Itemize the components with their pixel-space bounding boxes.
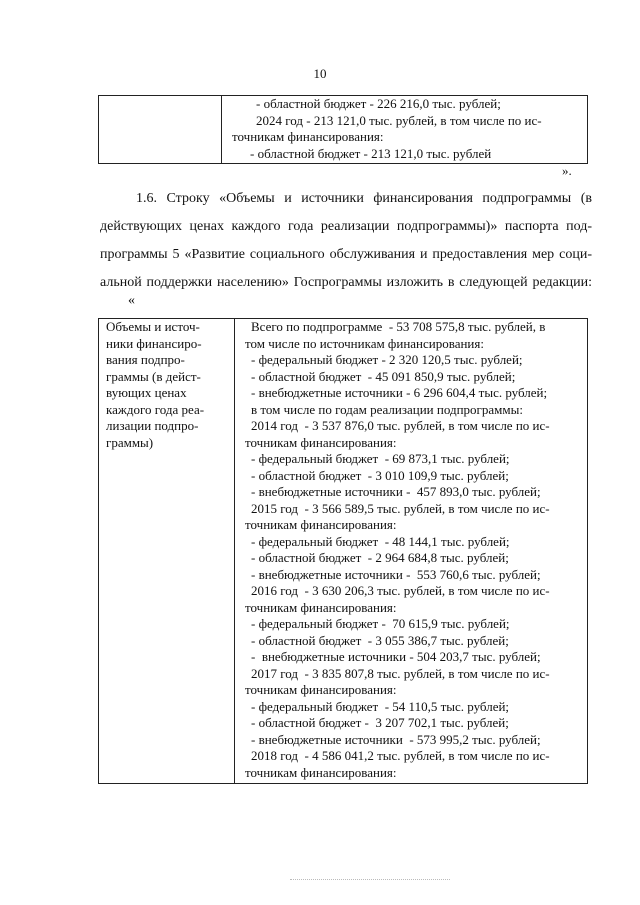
financing-label-cell xyxy=(99,319,235,784)
top-table-line: - областной бюджет - 226 216,0 тыс. рублей; xyxy=(256,96,501,111)
page-number: 10 xyxy=(313,66,327,81)
financing-label-line: граммы (в дейст- xyxy=(106,368,201,384)
financing-values-line: 2016 год - 3 630 206,3 тыс. рублей, в том числе по ис- xyxy=(251,583,550,598)
financing-values-line: - федеральный бюджет - 70 615,9 тыс. рублей; xyxy=(251,616,510,631)
paragraph-line: действующих ценах каждого года реализации подпрограммы)» паспорта под- xyxy=(100,219,592,234)
financing-values-lines xyxy=(235,319,587,781)
financing-values-line: 2018 год - 4 586 041,2 тыс. рублей, в том числе по ис- xyxy=(251,748,550,763)
financing-values-line: - федеральный бюджет - 69 873,1 тыс. рублей; xyxy=(251,451,510,466)
opening-quote: « xyxy=(128,293,135,308)
scan-artifact-line xyxy=(290,879,450,880)
financing-values-line: - внебюджетные источники - 504 203,7 тыс. рублей; xyxy=(251,649,541,664)
financing-values-line: точникам финансирования: xyxy=(245,764,397,780)
financing-label-line: вания подпро- xyxy=(106,352,185,367)
financing-values-line: - федеральный бюджет - 54 110,5 тыс. рублей; xyxy=(251,698,510,714)
top-table-right-cell xyxy=(222,96,588,164)
top-table xyxy=(98,95,588,164)
financing-values-line: - областной бюджет - 3 207 702,1 тыс. рублей; xyxy=(251,715,509,730)
amendment-paragraph xyxy=(100,185,592,297)
financing-values-line: точникам финансирования: xyxy=(245,682,397,697)
financing-values-line: 2015 год - 3 566 589,5 тыс. рублей, в том числе по ис- xyxy=(251,500,550,516)
financing-values-line: - внебюджетные источники - 6 296 604,4 тыс. рублей; xyxy=(251,385,548,400)
financing-values-cell xyxy=(235,319,588,784)
paragraph-line: программы 5 «Развитие социального обслуживания и предоставления мер соци- xyxy=(100,247,592,262)
paragraph-line: 1.6. Строку «Объемы и источники финансирования подпрограммы (в xyxy=(136,191,592,206)
financing-values-line: точникам финансирования: xyxy=(245,434,397,450)
top-table-line: - областной бюджет - 213 121,0 тыс. рублей xyxy=(250,145,492,161)
financing-values-line: - федеральный бюджет - 48 144,1 тыс. рублей; xyxy=(251,533,510,549)
paragraph-line: альной поддержки населению» Госпрограммы изложить в следующей редакции: xyxy=(100,275,592,290)
financing-values-line: в том числе по годам реализации подпрограммы: xyxy=(251,401,523,417)
financing-table xyxy=(98,318,588,784)
financing-values-line: - областной бюджет - 3 010 109,9 тыс. рублей; xyxy=(251,467,509,483)
financing-label-line: ники финансиро- xyxy=(106,335,202,351)
top-table-line: 2024 год - 213 121,0 тыс. рублей, в том числе по ис- xyxy=(256,112,542,128)
financing-values-line: - внебюджетные источники - 457 893,0 тыс. рублей; xyxy=(251,484,541,499)
top-table-lines xyxy=(222,96,587,162)
financing-values-line: том числе по источникам финансирования: xyxy=(245,335,484,351)
financing-values-line: Всего по подпрограмме - 53 708 575,8 тыс. рублей, в xyxy=(251,319,546,334)
financing-values-line: - областной бюджет - 45 091 850,9 тыс. рублей; xyxy=(251,368,516,384)
financing-label-line: вующих ценах xyxy=(106,385,187,400)
financing-values-line: точникам финансирования: xyxy=(245,599,397,615)
financing-label-line: лизации подпро- xyxy=(106,418,199,433)
financing-label-lines xyxy=(106,319,230,451)
closing-quote: ». xyxy=(562,163,572,178)
financing-values-line: - областной бюджет - 2 964 684,8 тыс. рублей; xyxy=(251,550,509,565)
financing-values-line: точникам финансирования: xyxy=(245,517,397,532)
financing-label-line: Объемы и источ- xyxy=(106,319,200,334)
top-table-left-cell xyxy=(99,96,222,164)
financing-values-line: - внебюджетные источники - 553 760,6 тыс. рублей; xyxy=(251,566,541,582)
top-table-line: точникам финансирования: xyxy=(232,129,384,144)
financing-values-line: - внебюджетные источники - 573 995,2 тыс. рублей; xyxy=(251,731,541,747)
financing-values-line: 2017 год - 3 835 807,8 тыс. рублей, в том числе по ис- xyxy=(251,665,550,681)
financing-values-line: - федеральный бюджет - 2 320 120,5 тыс. рублей; xyxy=(251,352,523,367)
financing-values-line: 2014 год - 3 537 876,0 тыс. рублей, в том числе по ис- xyxy=(251,418,550,433)
financing-label-line: граммы) xyxy=(106,434,154,450)
financing-values-line: - областной бюджет - 3 055 386,7 тыс. рублей; xyxy=(251,632,509,648)
financing-label-line: каждого года реа- xyxy=(106,401,205,417)
